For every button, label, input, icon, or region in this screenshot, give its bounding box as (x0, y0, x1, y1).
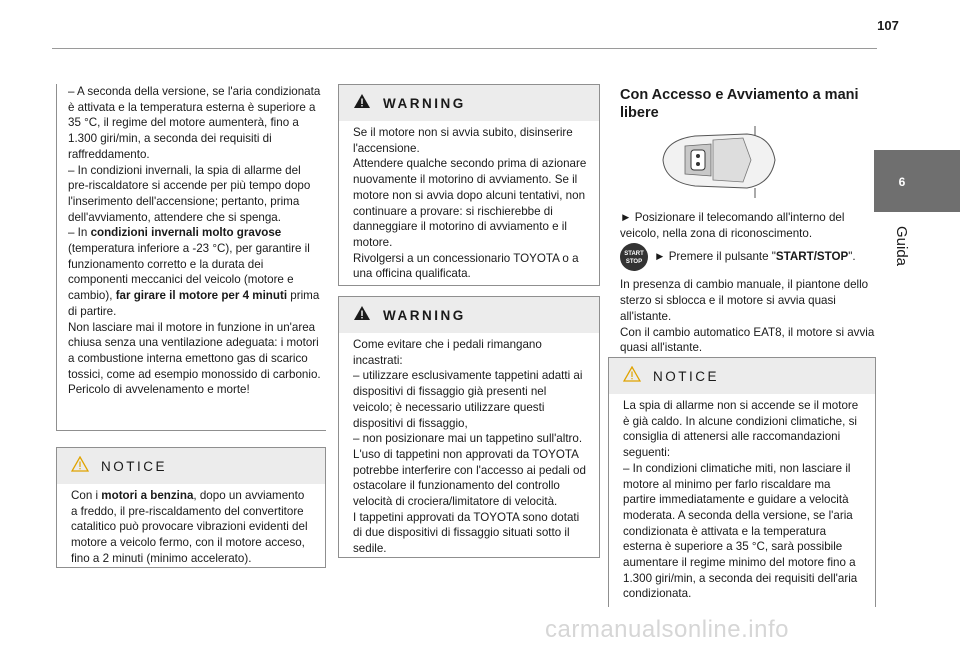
paragraph: Con il cambio automatico EAT8, il motore si avvia quasi all'istante. (620, 325, 875, 355)
watermark: carmanualsonline.info (545, 616, 789, 643)
warning-body: Come evitare che i pedali rimangano incastrati: – utilizzare esclusivamente tappetini adatti ai dispositivi di fissaggio già presenti nel veicolo; è necessario utilizzare questi dispositivi di fissaggio, – non posizionare mai un tappetino sull'altro. L'uso di tappetini non approvati da TOYOTA potrebbe interferire con l'accesso ai pedali od ostacolare il funzionamento del controllo velocità di crociera/limitatore di velocità. I tappetini approvati da TOYOTA sono dotati di due dispositivi di fissaggio situati sotto il sedile. (353, 338, 586, 556)
start-stop-button-icon: START STOP (620, 243, 648, 271)
column-rule-bottom (56, 430, 326, 431)
notice-box-warm (608, 357, 876, 607)
warning-triangle-icon (353, 305, 371, 326)
step: ► Posizionare il telecomando all'interno del veicolo, nella zona di riconoscimento. (620, 211, 845, 240)
warning-triangle-icon (623, 366, 641, 387)
notice-box-petrol (56, 447, 326, 568)
start-procedure (620, 210, 876, 356)
warning-box-mats (338, 296, 600, 558)
chapter-number: 6 (898, 175, 906, 189)
notice-body: Con i motori a benzina, dopo un avviamento a freddo, il pre-riscaldamento del convertitore catalitico può provocare vibrazioni evidenti del motore a veicolo fermo, con il motore acceso, fino a 2 minuti (minimo accelerato). (71, 489, 308, 565)
column-rule (56, 84, 57, 430)
header-rule (52, 48, 877, 49)
warning-header (339, 297, 599, 333)
step: START STOP ► Premere il pulsante "START/STOP". (620, 243, 876, 271)
warning-header (339, 85, 599, 121)
paragraph: – A seconda della versione, se l'aria condizionata è attivata e la temperatura esterna è superiore a 35 °C, il regime del motore aumenterà, fino a 1.300 giri/min, a seconda dei requisiti di raffreddamento. (68, 85, 321, 161)
warning-title: WARNING (383, 307, 466, 323)
notice-header (57, 448, 325, 484)
chapter-label: Guida (893, 226, 910, 267)
paragraph: – In condizioni invernali, la spia di allarme del pre-riscaldatore si accende per più tempo dopo l'inserimento dell'accensione; pertanto, prima dell'avviamento, attendere che si spenga. (68, 163, 311, 224)
warning-title: WARNING (383, 95, 466, 111)
notice-title: NOTICE (101, 458, 168, 474)
car-key-illustration (655, 120, 779, 204)
engine-start-notes (68, 84, 324, 398)
warning-body: Se il motore non si avvia subito, disinserire l'accensione. Attendere qualche secondo prima di azionare nuovamente il motorino di avviamento. Se il motore non si avvia dopo alcuni tentativi, non continuare a provare: si rischierebbe di danneggiare il motorino di avviamento e il motore. Rivolgersi a un concessionario TOYOTA o a una officina qualificata. (353, 126, 587, 281)
warning-triangle-icon (353, 93, 371, 114)
warning-triangle-icon (71, 456, 89, 477)
paragraph: In presenza di cambio manuale, il piantone dello sterzo si sblocca e il motore si avvia quasi all'istante. (620, 278, 869, 323)
notice-header (609, 358, 875, 394)
paragraph: – In condizioni invernali molto gravose (temperatura inferiore a -23 °C), per garantire il funzionamento corretto e la durata dei componenti meccanici del veicolo (motore e cambio), far girare il motore per 4 minuti prima di partire. (68, 226, 320, 318)
notice-body: La spia di allarme non si accende se il motore è già caldo. In alcune condizioni climatiche, si consiglia di attenersi alle raccomandazioni seguenti: – In condizioni climatiche miti, non lasciare il motore al minimo per farlo riscaldare ma partire immediatamente e guidare a velocità moderata. A seconda della versione, se l'aria condizionata è attivata e la temperatura esterna è superiore a 35 °C, sarà possibile aumentare il regime minimo del motore fino a 1.300 giri/min, a seconda dei requisiti dell'aria condizionata. (623, 399, 859, 601)
page-number: 107 (877, 18, 899, 33)
paragraph: Non lasciare mai il motore in funzione in un'area chiusa senza una ventilazione adeguata: i motori a combustione interna emettono gas di scarico tossici, come ad esempio monossido di carbonio. Pericolo di avvelenamento e morte! (68, 320, 321, 397)
section-title: Con Accesso e Avviamento a mani libere (620, 87, 859, 121)
notice-title: NOTICE (653, 368, 720, 384)
warning-box-start (338, 84, 600, 286)
